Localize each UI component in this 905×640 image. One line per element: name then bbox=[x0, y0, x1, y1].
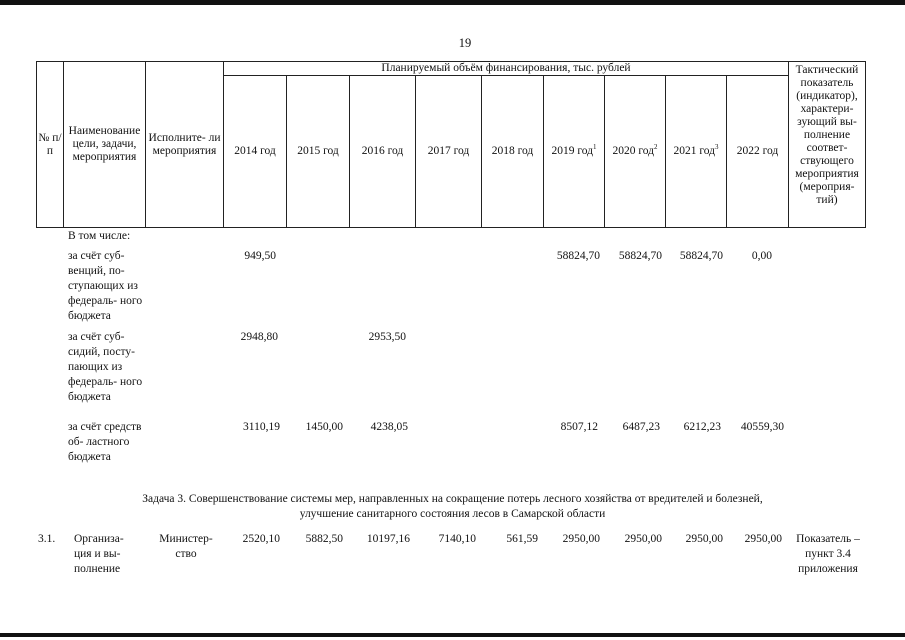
row-value: 58824,70 bbox=[618, 250, 662, 262]
task-title: Задача 3. Совершенствование системы мер, направленных на сокращение потерь лесного хозяйства от вредителей и болезней, bbox=[142, 493, 763, 505]
header-year: 2022 год bbox=[727, 76, 789, 228]
row-value: 3110,19 bbox=[243, 421, 280, 433]
header-funding-title: Планируемый объём финансирования, тыс. рублей bbox=[224, 62, 789, 76]
row-value: 58824,70 bbox=[679, 250, 723, 262]
bottom-border bbox=[0, 633, 905, 637]
row-label: за счёт суб- сидий, посту- пающих из федераль- ного бюджета bbox=[68, 331, 143, 403]
row-value: 40559,30 bbox=[740, 421, 784, 433]
row-value: 6487,23 bbox=[622, 421, 660, 433]
item-indicator: Показатель – пункт 3.4 приложения bbox=[796, 533, 860, 575]
item-number: 3.1. bbox=[38, 533, 56, 545]
header-year: 2017 год bbox=[416, 76, 482, 228]
item-name: Организа- ция и вы- полнение bbox=[74, 533, 124, 575]
header-year: 2018 год bbox=[482, 76, 544, 228]
item-value: 2950,00 bbox=[685, 533, 723, 545]
header-year: 2016 год bbox=[350, 76, 416, 228]
item-value: 5882,50 bbox=[305, 533, 343, 545]
header-year: 2014 год bbox=[224, 76, 287, 228]
table-header bbox=[36, 61, 866, 228]
header-number: № п/п bbox=[37, 62, 64, 228]
item-value: 7140,10 bbox=[438, 533, 476, 545]
item-value: 561,59 bbox=[506, 533, 538, 545]
row-value: 949,50 bbox=[244, 250, 276, 262]
header-year: 2020 год$^2$ bbox=[605, 76, 666, 228]
item-value: 2950,00 bbox=[562, 533, 600, 545]
header-executor: Исполните- ли мероприятия bbox=[146, 62, 224, 228]
header-indicator: Тактический показатель (индикатор), характери- зующий вы- полнение соответ- ствующего мероприятия (мероприя- тий) bbox=[789, 62, 866, 228]
item-executor: Министер- ство bbox=[159, 533, 213, 560]
page-number: 19 bbox=[458, 36, 472, 50]
row-value: 2953,50 bbox=[368, 331, 406, 343]
row-value: 8507,12 bbox=[560, 421, 598, 433]
row-value: 4238,05 bbox=[370, 421, 408, 433]
row-value: 2948,80 bbox=[240, 331, 278, 343]
item-value: 10197,16 bbox=[366, 533, 410, 545]
including-label: В том числе: bbox=[68, 230, 131, 242]
item-value: 2520,10 bbox=[242, 533, 280, 545]
row-value: 0,00 bbox=[751, 250, 772, 262]
row-value: 58824,70 bbox=[556, 250, 600, 262]
row-label: за счёт суб- венций, по- ступающих из федераль- ного бюджета bbox=[68, 250, 143, 322]
top-border bbox=[0, 0, 905, 5]
row-label: за счёт средств об- ластного бюджета bbox=[68, 421, 142, 463]
row-value: 6212,23 bbox=[683, 421, 721, 433]
row-value: 1450,00 bbox=[305, 421, 343, 433]
header-year: 2021 год$^3$ bbox=[666, 76, 727, 228]
item-value: 2950,00 bbox=[744, 533, 782, 545]
task-subtitle: улучшение санитарного состояния лесов в Самарской области bbox=[299, 508, 606, 520]
item-value: 2950,00 bbox=[624, 533, 662, 545]
header-name: Наименование цели, задачи, мероприятия bbox=[64, 62, 146, 228]
header-year: 2015 год bbox=[287, 76, 350, 228]
header-year: 2019 год$^1$ bbox=[544, 76, 605, 228]
